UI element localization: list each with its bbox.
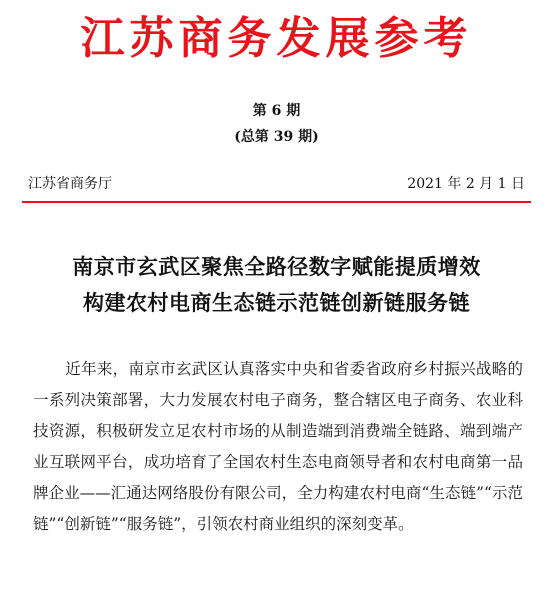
- issuing-organization: 江苏省商务厅: [28, 176, 112, 192]
- red-divider: [22, 201, 531, 203]
- issue-total: (总第 39 期): [234, 129, 319, 145]
- article-body: [33, 354, 523, 540]
- issue-number: 第 6 期: [252, 103, 301, 119]
- publication-meta: [28, 173, 525, 195]
- publication-date: 2021 年 2 月 1 日: [407, 176, 525, 192]
- article-title-line-2: 构建农村电商生态链示范链创新链服务链: [83, 290, 470, 315]
- article-title-line-1: 南京市玄武区聚焦全路径数字赋能提质增效: [72, 254, 481, 279]
- article-paragraph: 近年来，南京市玄武区认真落实中央和省委省政府乡村振兴战略的一系列决策部署，大力发展农村电子商务，整合辖区电子商务、农业科技资源，积极研发立足农村市场的从制造端到消费端全链路、端到端产业互联网平台，成功培育了全国农村生态电商领导者和农村电商第一品牌企业——汇通达网络股份有限公司，全力构建农村电商“生态链”“示范链”“创新链”“服务链”，引领农村商业组织的深刻变革。: [33, 360, 523, 533]
- masthead-title: 江苏商务发展参考: [80, 13, 473, 64]
